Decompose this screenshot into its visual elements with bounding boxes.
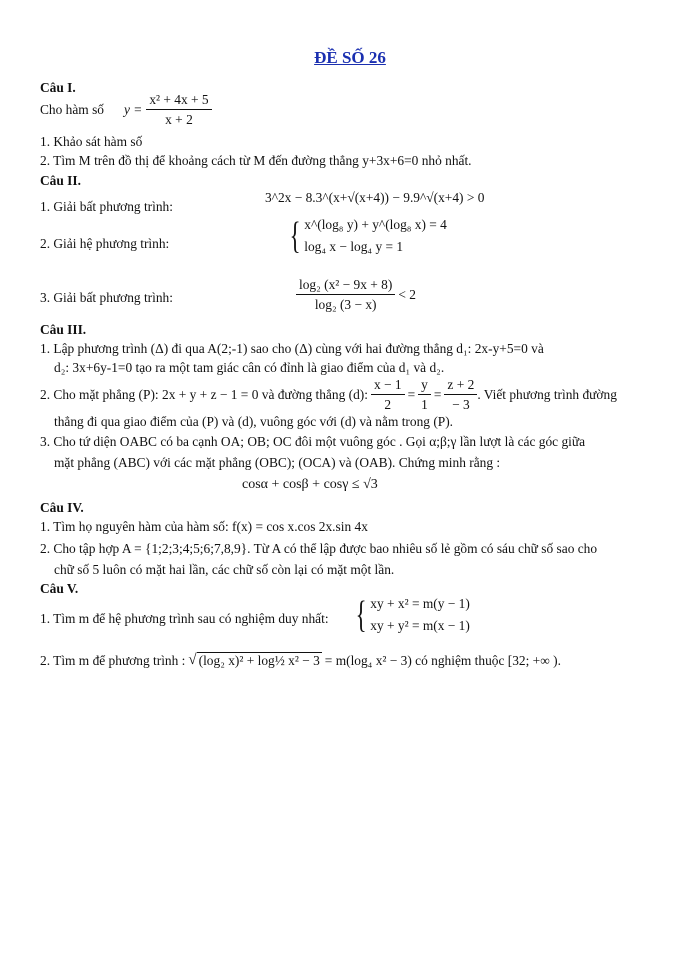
cau1-intro: Cho hàm số <box>40 101 104 117</box>
cau3-item2-f3-num: z + 2 <box>444 377 477 395</box>
cau1-function-line <box>40 92 212 128</box>
cau2-heading: Câu II. <box>40 173 81 188</box>
cau3-item2-f1-num: x − 1 <box>371 377 405 395</box>
cau3-heading: Câu III. <box>40 322 87 337</box>
cau3-item2-f2-num: y <box>418 377 431 395</box>
cau5-heading: Câu V. <box>40 581 79 596</box>
cau4-item2-line2: chữ số 5 luôn có mặt hai lần, các chữ số còn lại có mặt một lần. <box>54 562 395 577</box>
cau4-item2-line1: 2. Cho tập hợp A = {1;2;3;4;5;6;7,8,9}. Từ A có thể lập được bao nhiêu số lẻ gồm có sáu chữ số sao cho <box>40 541 598 556</box>
cau1-func-fraction <box>146 92 211 128</box>
cau1-func-den: x + 2 <box>165 112 193 128</box>
cau3-item2-line1: 2. Cho mặt phẳng (P): 2x + y + z − 1 = 0 và đường thẳng (d): $\frac{x - 1}{2}$ = $\frac{y}{1}$ = $\frac{z + 2}{- 3}$ . Viết phương trình đường <box>40 377 617 413</box>
cau2-item2-eq1: x^(log₈ y) + y^(log₈ x) = 4 <box>304 217 447 232</box>
cau1-func-num: x² + 4x + 5 <box>146 92 211 110</box>
cau5-item2-post: = m(log₄ x² − 3) có nghiệm thuộc [32; +∞ ). <box>324 652 561 668</box>
brace-icon: { <box>355 594 367 636</box>
cau5-item2-pre: 2. Tìm m để phương trình : <box>40 652 186 668</box>
cau2-item2-eq2: log₄ x − log₄ y = 1 <box>304 239 404 254</box>
cau2-item1-expr-text: 3^2x − 8.3^(x+√(x+4)) − 9.9^√(x+4) > 0 <box>265 190 485 205</box>
cau1-func-lhs: y = <box>123 101 143 117</box>
cau2-item2-label: 2. Giải hệ phương trình: <box>40 236 170 251</box>
cau3-item3-formula: cosα + cosβ + cosγ ≤ √3 <box>242 477 378 492</box>
brace-icon: { <box>289 215 301 257</box>
cau3-item2-frac1 <box>371 377 405 413</box>
cau5-item2-line <box>40 652 561 669</box>
cau2-item3-label: 3. Giải bất phương trình: <box>40 290 173 305</box>
cau2-item3-rhs: < 2 <box>398 286 416 302</box>
cau3-item3-line2: mặt phẳng (ABC) với các mặt phẳng (OBC); (OCA) và (OAB). Chứng minh rằng : <box>54 455 501 470</box>
cau2-item1-expr <box>265 190 484 206</box>
cau3-item2-f2-den: 1 <box>421 397 428 413</box>
cau3-item2-f1-den: 2 <box>384 397 392 413</box>
cau1-item2: 2. Tìm M trên đồ thị để khoảng cách từ M đến đường thẳng y+3x+6=0 nhỏ nhất. <box>40 153 472 168</box>
cau3-item2-line2: thẳng đi qua giao điểm của (P) và (d), vuông góc với (d) và nằm trong (P). <box>54 414 454 429</box>
cau3-item1-line1: 1. Lập phương trình (Δ) đi qua A(2;-1) sao cho (Δ) cùng với hai đường thẳng d₁: 2x-y+5=0 và <box>40 341 544 356</box>
cau2-item3-expr <box>296 277 416 313</box>
cau5-item1-label: 1. Tìm m để hệ phương trình sau có nghiệm duy nhất: <box>40 611 329 626</box>
cau5-item1-eq2: xy + y² = m(x − 1) <box>370 618 470 633</box>
cau3-item2-pre: 2. Cho mặt phẳng (P): 2x + y + z − 1 = 0 và đường thẳng (d): <box>40 386 368 402</box>
cau2-item3-num: log₂ (x² − 9x + 8) <box>296 277 395 295</box>
page-title: ĐỀ SỐ 26 <box>314 48 386 67</box>
cau1-heading: Câu I. <box>40 80 76 95</box>
cau4-item1: 1. Tìm họ nguyên hàm của hàm số: f(x) = cos x.cos 2x.sin 4x <box>40 519 368 534</box>
cau3-item1-line2: d₂: 3x+6y-1=0 tạo ra một tam giác cân có đỉnh là giao điểm của d₁ và d₂. <box>54 360 445 375</box>
cau3-item2-post: . Viết phương trình đường <box>477 386 617 402</box>
cau2-item1-label: 1. Giải bất phương trình: <box>40 199 173 214</box>
cau5-item1-system <box>352 596 470 634</box>
cau5-item2-expr: (log₂ x)² + log½ x² − 3 <box>198 653 320 668</box>
cau2-item3-fraction <box>296 277 395 313</box>
cau1-item1: 1. Khảo sát hàm số <box>40 134 143 149</box>
cau3-item2-f3-den: − 3 <box>452 397 470 413</box>
cau2-item3-den: log₂ (3 − x) <box>314 297 377 313</box>
cau3-item2-frac2 <box>418 377 431 413</box>
cau5-item1-eq1: xy + x² = m(y − 1) <box>370 596 470 611</box>
sqrt-icon: √ <box>188 652 197 668</box>
cau2-item2-system <box>286 217 447 255</box>
cau4-heading: Câu IV. <box>40 500 84 515</box>
cau3-item3-line1: 3. Cho tứ diện OABC có ba cạnh OA; OB; OC đôi một vuông góc . Gọi α;β;γ lần lượt là các góc giữa <box>40 434 586 449</box>
cau3-item2-frac3 <box>444 377 477 413</box>
